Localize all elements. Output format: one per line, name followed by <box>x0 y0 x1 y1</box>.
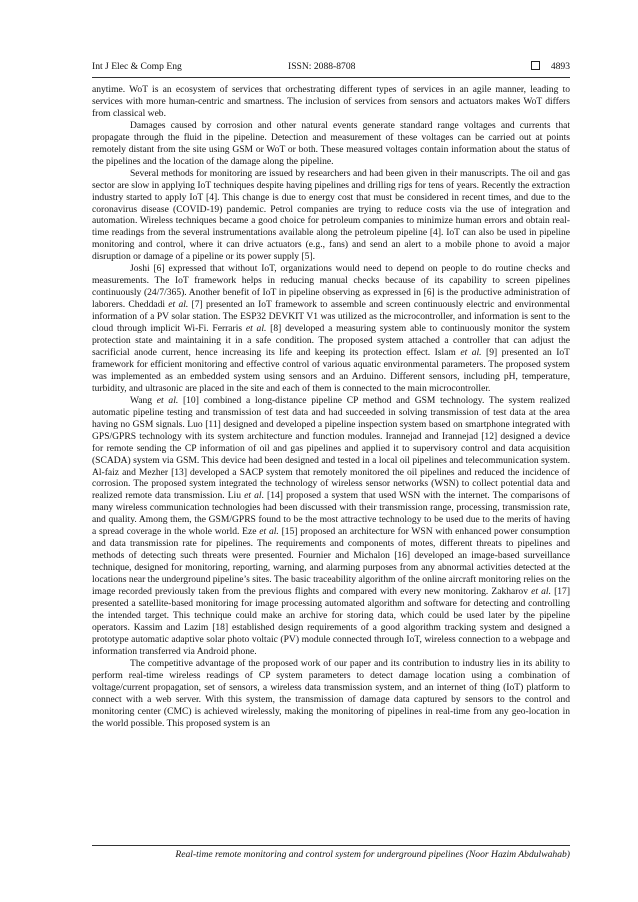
footer-divider <box>92 845 570 846</box>
italic-text: et al. <box>245 323 267 335</box>
body-text <box>92 84 570 729</box>
page-number: 4893 <box>550 61 570 72</box>
text-run: The competitive advantage of the proposed work of our paper and its contribution to industry lies in its ability to perform real-time wireless readings of CP system parameters to detect damage location using a combination of voltage/current propagation, set of sensors, a wireless data transmission system, and an internet of thing (IoT) platform to connect with a web server. With this system, the transmission of damage data captured by sensors to the control and monitoring center (CMC) is achieved wirelessly, making the monitoring of pipelines in real-time from any geo-location in the world possible. This proposed system is an <box>92 657 570 729</box>
text-run: [10] combined a long-distance pipeline CP method and GSM technology. The system realized automatic pipeline testing and transmission of test data and had succeeded in solving transmission of test data at the area having no GSM signals. Luo [11] designed and developed a pipeline inspection system based on smartphone integrated with GPS/GPRS technology with its system architecture and function modules. Irannejad and Irannejad [12] designed a device for remote sending the CP information of oil and gas pipelines and applied it to supervisory control and data acquisition (SCADA) system via GSM. This device had been designed and tested in a local oil pipelines and telecommunication system. Al-faiz and Mezher [13] developed a SACP system that remotely monitored the oil pipelines and reduced the incidence of corrosion. The proposed system integrated the technology of wireless sensor networks (WSN) to collect potential data and realized remote data transmission. Liu <box>92 394 570 502</box>
page-number-group <box>531 60 570 74</box>
text-run: [15] proposed an architecture for WSN with enhanced power consumption and data transmission rate for pipelines. The requirements and components of motes, different threats to pipelines and methods of detecting such threats were presented. Fournier and Michalon [16] developed an image-based surveillance technique, designed for monitoring, reporting, warning, and alarming purposes from any abnormal activities detected at the locations near the underground pipeline’s sites. The basic traceability algorithm of the online aircraft monitoring relies on the image recorded previously taken from the previous flights and compared with every new monitoring. Zakharov <box>92 526 570 598</box>
italic-text: et al <box>244 490 262 502</box>
paragraph <box>92 84 570 120</box>
text-run: Several methods for monitoring are issued by researchers and had been given in their manuscripts. The oil and gas sector are slow in applying IoT techniques despite having pipelines and drilling rigs for tens of years. Recently the extraction industry started to apply IoT [4]. This change is due to energy cost that must be considered in recent times, and due to the coronavirus disease (COVID-19) pandemic. Petrol companies are trying to reduce costs via the use of integration and automation. Wireless techniques became a good choice for petroleum companies to minimize human errors and obtain real-time readings from the several instrumentations available along the petroleum pipeline [4]. IoT can also be used in pipeline monitoring and control, where it can drive actuators (e.g., fans) and send an alert to a mobile phone to avoid a major disruption or damage of a pipeline or its power supply [5]. <box>92 167 570 263</box>
italic-text: et al. <box>168 299 189 311</box>
text-run: [17] presented a satellite-based monitoring for image processing automated algorithm and software for detecting and controlling the intended target. This technique could make an archive for storing data, which could be used later by the pipeline operators. Kassim and Lazim [18] established design requirements of a good algorithm tracking system and designed a prototype automatic adaptive solar photo voltaic (PV) module connected through IoT, wireless connection to a webpage and information transferred via Android phone. <box>92 586 571 657</box>
running-footer: Real-time remote monitoring and control system for underground pipelines (Noor Hazim Abdulwahab) <box>175 849 570 860</box>
text-run: Damages caused by corrosion and other natural events generate standard range voltages and currents that propagate through the fluid in the pipeline. Detection and measurement of these voltages can be carried out at points remotely distant from the site using GSM or WoT or both. These measured voltages contain information about the status of the pipelines and the location of the damage along the pipeline. <box>92 119 570 167</box>
page-header <box>92 60 570 78</box>
paragraph <box>92 658 570 730</box>
square-icon <box>531 61 540 70</box>
text-run: anytime. WoT is an ecosystem of services that orchestrating different types of services in an agile manner, leading to services with more human-centric and smartness. The inclusion of services from sensors and actuators makes WoT differs from classical web. <box>92 84 570 119</box>
text-run: . [14] proposed a system that used WSN with the internet. The comparisons of many wireless communication technologies had been discussed with their transmission range, processing, transmission rate, and quality. Among them, the GSM/GPRS found to be the most attractive technology to be used due to the merits of having a spread coverage in the whole world. Eze <box>92 490 571 538</box>
italic-text: et al. <box>259 526 279 538</box>
text-run: Wang <box>130 394 157 406</box>
paragraph <box>92 263 570 394</box>
text-run: [9] presented an IoT framework for efficient monitoring and effective control of various aquatic environmental parameters. The proposed system was implemented as an embedded system using sensors and an Arduino. Different sensors, including pH, temperature, turbidity, and ultrasonic are placed in the site and each of them is connected to the main microcontroller. <box>92 346 570 394</box>
text-run: [8] developed a measuring system able to continuously monitor the system protection state and maintaining it in a safe condition. The proposed system attached a controller that can adjust the sacrificial anode current, hence increasing its life and keeping its protection effect. Islam <box>92 323 570 358</box>
journal-name: Int J Elec & Comp Eng <box>92 61 182 72</box>
paragraph <box>92 395 570 658</box>
text-run: Joshi [6] expressed that without IoT, organizations would need to depend on people to do routine checks and measurements. The IoT framework helps in reducing manual checks because of its capability to screen pipelines continuously (24/7/365). Another benefit of IoT in pipeline observing as expressed in [6] is the productive administration of laborers. Cheddadi <box>92 263 570 311</box>
issn-label: ISSN: 2088-8708 <box>288 61 356 72</box>
italic-text: et al. <box>460 346 482 358</box>
text-run: [7] presented an IoT framework to assemble and screen continuously electric and environmental information of a PV solar station. The ESP32 DEVKIT V1 was utilized as the microcontroller, and information is sent to the cloud through implicit Wi-Fi. Ferraris <box>92 299 570 335</box>
header-divider <box>92 77 570 78</box>
italic-text: et al. <box>156 394 179 406</box>
italic-text: et al. <box>531 586 551 598</box>
paragraph <box>92 120 570 168</box>
paragraph <box>92 168 570 264</box>
